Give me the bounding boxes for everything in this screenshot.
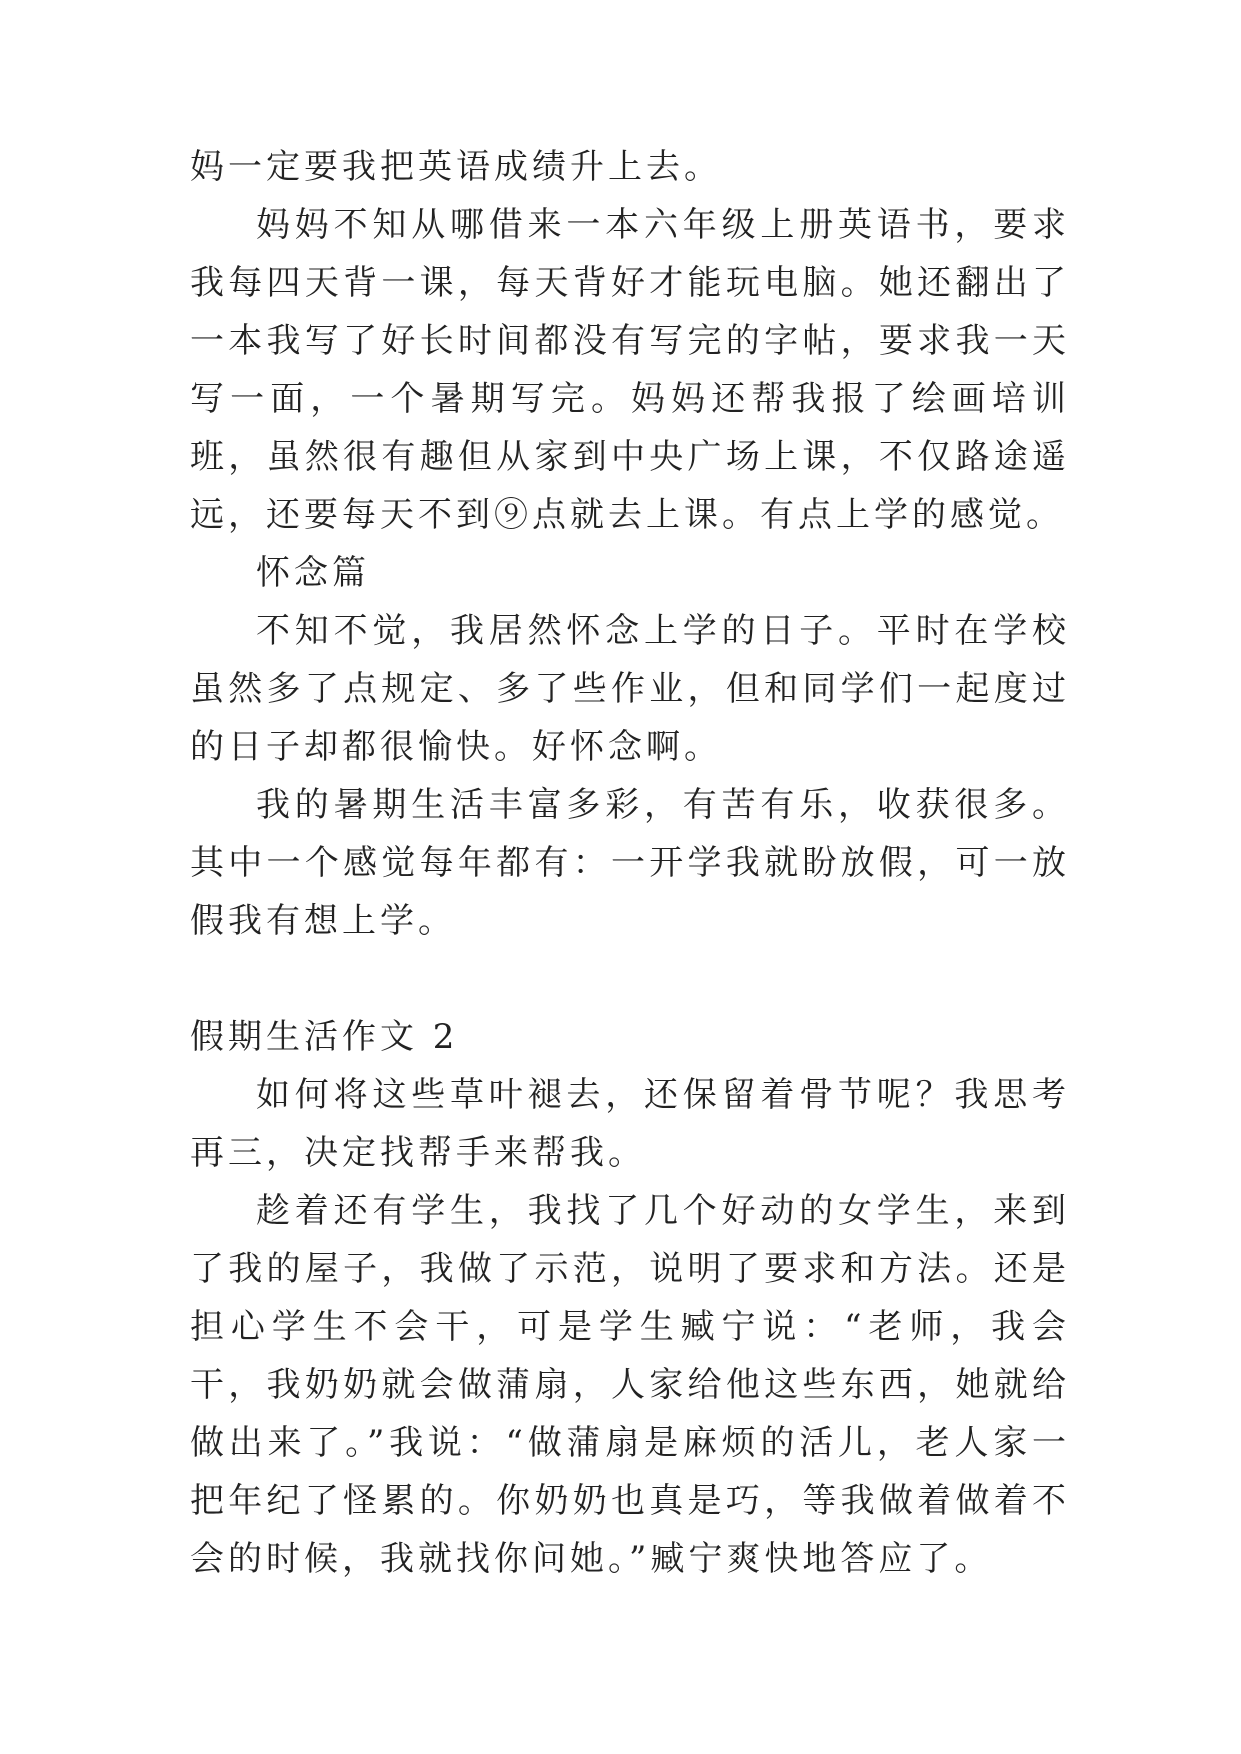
paragraph: 趁着还有学生，我找了几个好动的女学生，来到了我的屋子，我做了示范，说明了要求和方法。还是担心学生不会干，可是学生臧宁说：“老师，我会干，我奶奶就会做蒲扇，人家给他这些东西，她就给做出来了。”我说：“做蒲扇是麻烦的活儿，老人家一把年纪了怪累的。你奶奶也真是巧，等我做着做着不会的时候，我就找你问她。”臧宁爽快地答应了。 [190,1191,1070,1579]
section-title: 假期生活作文 2 [190,1017,459,1057]
paragraph: 如何将这些草叶褪去，还保留着骨节呢？我思考再三，决定找帮手来帮我。 [190,1075,1070,1173]
paragraph: 我的暑期生活丰富多彩，有苦有乐，收获很多。其中一个感觉每年都有：一开学我就盼放假，可一放假我有想上学。 [190,785,1070,941]
section-gap [190,950,1070,1008]
subheading-huainian: 怀念篇 [256,553,370,593]
document-body [190,138,1070,1588]
paragraph: 不知不觉，我居然怀念上学的日子。平时在学校虽然多了点规定、多了些作业，但和同学们一起度过的日子却都很愉快。好怀念啊。 [190,611,1070,767]
paragraph-continuation: 妈一定要我把英语成绩升上去。 [190,147,722,187]
paragraph: 妈妈不知从哪借来一本六年级上册英语书，要求我每四天背一课，每天背好才能玩电脑。她还翻出了一本我写了好长时间都没有写完的字帖，要求我一天写一面，一个暑期写完。妈妈还帮我报了绘画培训班，虽然很有趣但从家到中央广场上课，不仅路途遥远，还要每天不到⑨点就去上课。有点上学的感觉。 [190,205,1070,535]
